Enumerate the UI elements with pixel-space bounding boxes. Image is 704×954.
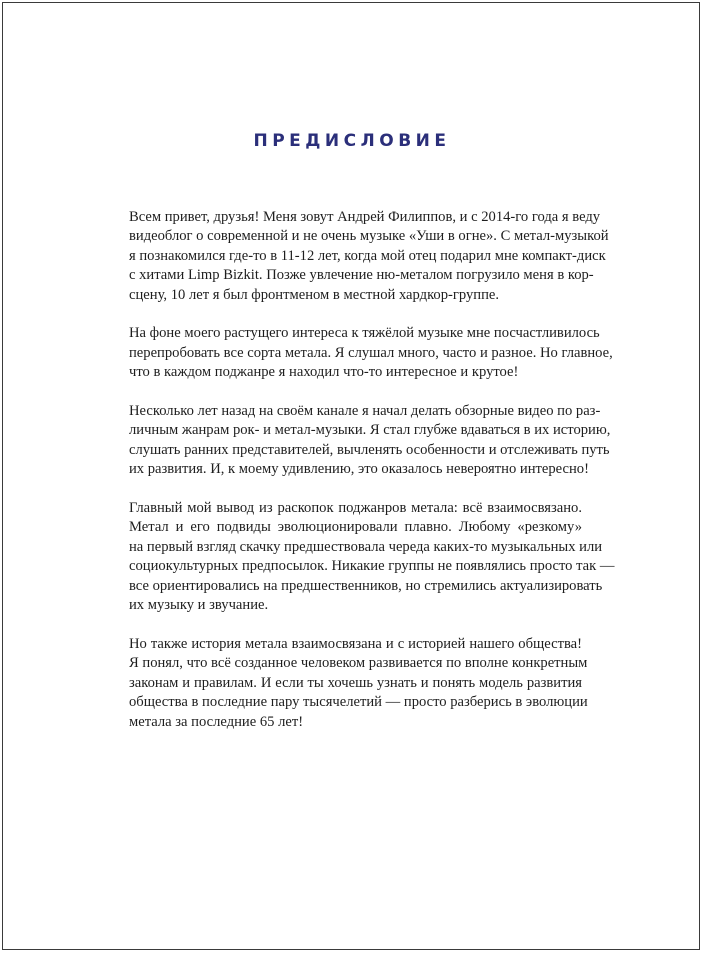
text-line: На фоне моего растущего интереса к тяжёлой музыке мне посчастливилось	[129, 325, 600, 342]
text-line: Но также история метала взаимосвязана и с историей нашего общества!	[129, 635, 582, 652]
text-line: их музыку и звучание.	[129, 597, 269, 614]
text-line: слушать ранних представителей, вычленять особенности и отслеживать путь	[129, 441, 610, 458]
text-line: сцену, 10 лет я был фронтменом в местной хардкор-группе.	[129, 286, 500, 303]
text-line: видеоблог о современной и не очень музыке «Уши в огне». С метал-музыкой	[129, 228, 609, 245]
text-line: общества в последние пару тысячелетий — просто разберись в эволюции	[129, 694, 588, 711]
text-line: их развития. И, к моему удивлению, это оказалось невероятно интересно!	[129, 461, 589, 478]
text-line: социокультурных предпосылок. Никакие группы не появлялись просто так —	[129, 558, 615, 575]
text-line: на первый взгляд скачку предшествовала череда каких-то музыкальных или	[129, 538, 603, 555]
text-line: что в каждом поджанре я находил что-то интересное и крутое!	[129, 364, 519, 381]
text-line: Главный мой вывод из раскопок поджанров метала: всё взаимосвязано.	[129, 500, 582, 517]
paragraph	[129, 635, 588, 732]
paragraph	[129, 402, 611, 480]
text-line: личным жанрам рок- и метал-музыки. Я стал глубже вдаваться в их историю,	[129, 422, 611, 439]
paragraph	[129, 208, 609, 305]
text-line: все ориентировались на предшественников, но стремились актуализировать	[129, 577, 603, 594]
text-line: перепробовать все сорта метала. Я слушал много, часто и разное. Но главное,	[129, 344, 613, 361]
text-line: метала за последние 65 лет!	[129, 713, 304, 730]
text-line: с хитами Limp Bizkit. Позже увлечение ню-металом погрузило меня в кор-	[129, 267, 594, 284]
text-line: Всем привет, друзья! Меня зовут Андрей Филиппов, и с 2014-го года я веду	[129, 209, 601, 225]
page-title: ПРЕДИСЛОВИЕ	[253, 131, 451, 151]
paragraph	[129, 324, 613, 382]
text-line: Метал и его подвиды эволюционировали плавно. Любому «резкому»	[129, 519, 582, 536]
text-line: Я понял, что всё созданное человеком развивается по вполне конкретным	[129, 655, 588, 672]
paragraph	[129, 499, 615, 615]
text-line: законам и правилам. И если ты хочешь узнать и понять модель развития	[129, 674, 582, 691]
text-line: я познакомился где-то в 11-12 лет, когда мой отец подарил мне компакт-диск	[129, 247, 606, 264]
book-page	[2, 2, 700, 950]
text-line: Несколько лет назад на своём канале я начал делать обзорные видео по раз-	[129, 403, 601, 420]
preface-body	[129, 208, 615, 751]
